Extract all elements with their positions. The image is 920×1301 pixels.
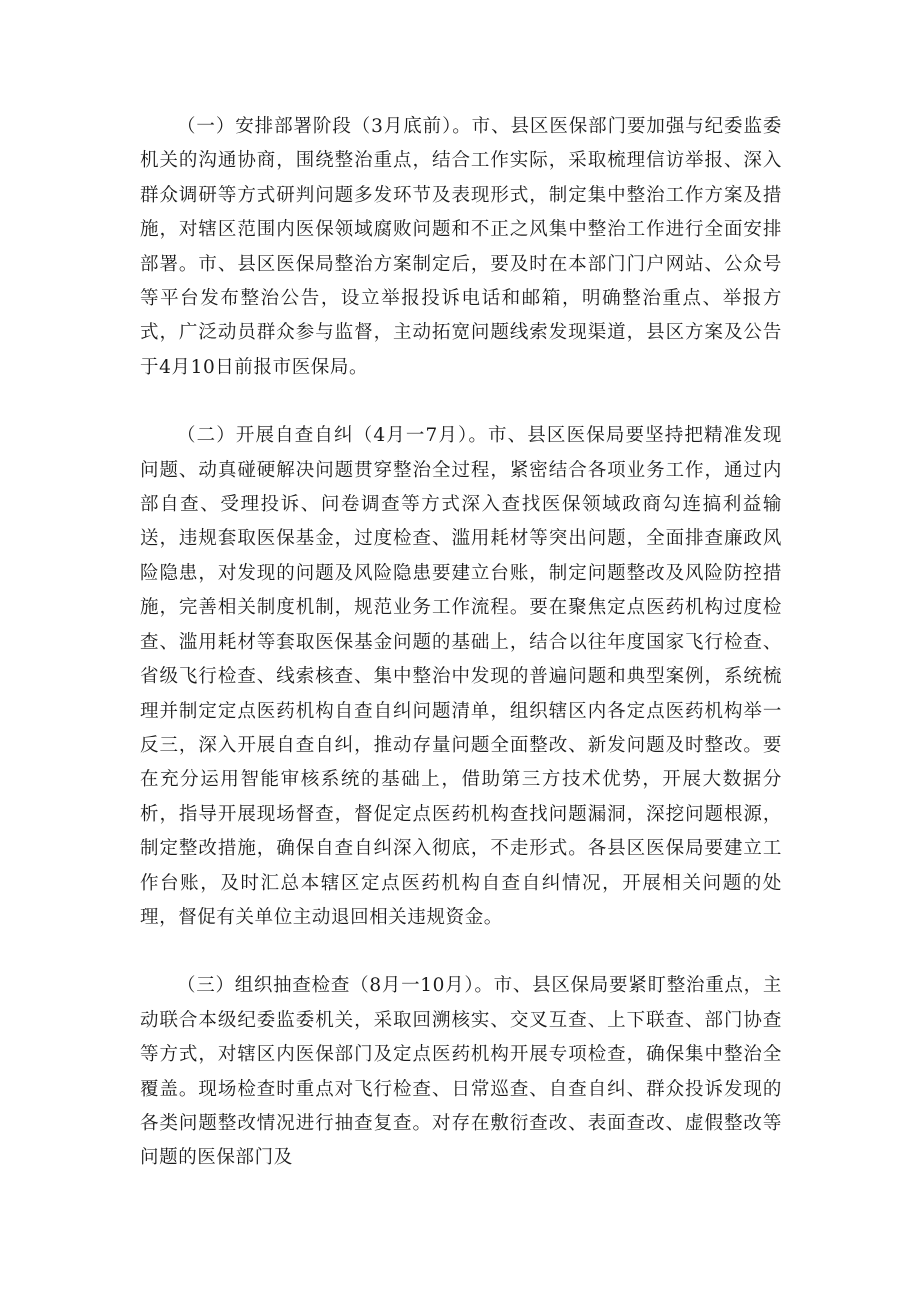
paragraph-deployment-stage: （一）安排部署阶段（3月底前）。市、县区医保部门要加强与纪委监委机关的沟通协商，围绕整治重点，结合工作实际，采取梳理信访举报、深入群众调研等方式研判问题多发环节及表现形式，制定集中整治工作方案及措施，对辖区范围内医保领域腐败问题和不正之风集中整治工作进行全面安排部署。市、县区医保局整治方案制定后，要及时在本部门门户网站、公众号等平台发布整治公告，设立举报投诉电话和邮箱，明确整治重点、举报方式，广泛动员群众参与监督，主动拓宽问题线索发现渠道，县区方案及公告于4月10日前报市医保局。 [140, 116, 782, 378]
paragraph-self-inspection: （二）开展自查自纠（4月一7月）。市、县区医保局要坚持把精准发现问题、动真碰硬解决问题贯穿整治全过程，紧密结合各项业务工作，通过内部自查、受理投诉、问卷调查等方式深入查找医保领域政商勾连搞利益输送，违规套取医保基金，过度检查、滥用耗材等突出问题，全面排查廉政风险隐患，对发现的问题及风险隐患要建立台账，制定问题整改及风险防控措施，完善相关制度机制，规范业务工作流程。要在聚焦定点医药机构过度检查、滥用耗材等套取医保基金问题的基础上，结合以往年度国家飞行检查、省级飞行检查、线索核查、集中整治中发现的普遍问题和典型案例，系统梳理并制定定点医药机构自查自纠问题清单，组织辖区内各定点医药机构举一反三，深入开展自查自纠，推动存量问题全面整改、新发问题及时整改。要在充分运用智能审核系统的基础上，借助第三方技术优势，开展大数据分析，指导开展现场督查，督促定点医药机构查找问题漏洞，深挖问题根源，制定整改措施，确保自查自纠深入彻底，不走形式。各县区医保局要建立工作台账，及时汇总本辖区定点医药机构自查自纠情况，开展相关问题的处理，督促有关单位主动退回相关违规资金。 [140, 425, 782, 928]
paragraph-spot-check: （三）组织抽查检查（8月一10月）。市、县区保局要紧盯整治重点，主动联合本级纪委监委机关，采取回溯核实、交叉互查、上下联查、部门协查等方式，对辖区内医保部门及定点医药机构开展专项检查，确保集中整治全覆盖。现场检查时重点对飞行检查、日常巡查、自查自纠、群众投诉发现的各类问题整改情况进行抽查复查。对存在敷衍查改、表面查改、虚假整改等问题的医保部门及 [140, 975, 782, 1169]
document-page [140, 110, 782, 1176]
